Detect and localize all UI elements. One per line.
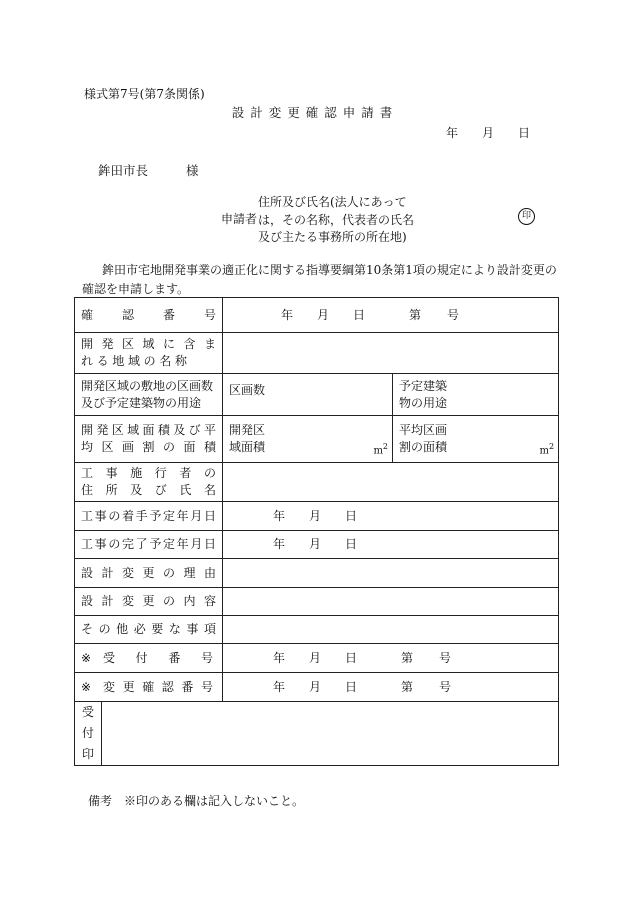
building-use-label: 物の用途: [399, 395, 448, 410]
date-month: 月: [482, 126, 495, 140]
field-start-date[interactable]: [223, 502, 559, 531]
remarks-note: 備考 ※印のある欄は記入しないこと。: [88, 794, 305, 808]
label-line: れる地域の名称: [81, 354, 187, 368]
application-statement: 鉾田市宅地開発事業の適正化に関する指導要綱第10条第1項の規定により設計変更の確認を申請します。: [82, 263, 557, 296]
average-lot-label: 平均区画: [399, 423, 448, 437]
unit-square-meter: $m^2$: [539, 441, 555, 456]
row-receipt-number: [75, 644, 559, 673]
label-text: 変更確認番号: [103, 679, 213, 694]
field-month: 月: [309, 537, 322, 551]
row-change-reason: [75, 559, 559, 588]
label-line: 及び予定建築物の用途: [81, 395, 202, 410]
field-year: 年: [273, 679, 286, 694]
label-start-date: 工事の着手予定年月日: [75, 502, 223, 531]
label-line: 開発区域に含ま: [81, 337, 217, 351]
row-confirmation-number: [75, 298, 559, 333]
field-lot-count[interactable]: [223, 374, 393, 416]
row-area-size: [75, 416, 559, 463]
field-change-confirmation-number[interactable]: [223, 673, 559, 702]
field-area-name[interactable]: [223, 333, 559, 374]
unit-square-meter: $m^2$: [373, 441, 389, 456]
field-year: 年: [273, 537, 286, 551]
applicant-info: [258, 194, 458, 247]
row-end-date: [75, 531, 559, 559]
document-title: 設計変更確認申請書: [231, 105, 399, 120]
label-char: 受: [81, 705, 94, 719]
field-building-use[interactable]: [393, 374, 559, 416]
applicant-info-line: は，その名称，代表者の氏名: [258, 212, 415, 227]
label-contractor: [75, 463, 223, 502]
field-receipt-stamp[interactable]: [102, 702, 559, 766]
field-year: 年: [273, 508, 286, 523]
row-receipt-stamp: [75, 702, 559, 766]
number-suffix: 号: [439, 679, 452, 694]
development-area-label: 域面積: [229, 440, 266, 454]
label-change-content: 設計変更の内容: [75, 588, 223, 616]
row-area-name: [75, 333, 559, 374]
label-lots: [75, 374, 223, 416]
field-year: 年: [281, 307, 294, 322]
row-contractor: [75, 463, 559, 502]
addressee-name: 鉾田市長: [98, 163, 149, 178]
field-month: 月: [309, 679, 322, 694]
building-use-label: 予定建築: [399, 378, 448, 393]
field-average-lot-area[interactable]: [393, 416, 559, 463]
seal-mark: 印: [518, 208, 535, 225]
label-change-reason: 設計変更の理由: [75, 559, 223, 588]
label-line: 開発区域の敷地の区画数: [81, 378, 214, 393]
label-text: 受付番号: [103, 650, 213, 665]
field-month: 月: [309, 508, 322, 523]
label-line: 住所及び氏名: [81, 483, 217, 497]
number-suffix: 号: [447, 307, 460, 322]
label-receipt-number: [75, 644, 223, 673]
label-area-name: [75, 333, 223, 374]
number-prefix: 第: [401, 650, 414, 665]
field-day: 日: [345, 679, 358, 694]
label-other-matters: その他必要な事項: [75, 616, 223, 644]
applicant-info-line: 住所及び氏名(法人にあって: [258, 195, 407, 209]
field-change-content[interactable]: [223, 588, 559, 616]
field-month: 月: [309, 650, 322, 665]
average-lot-label: 割の面積: [399, 440, 448, 454]
field-development-area[interactable]: [223, 416, 393, 463]
field-receipt-number[interactable]: [223, 644, 559, 673]
field-month: 月: [317, 307, 330, 322]
field-day: 日: [345, 537, 358, 551]
field-year: 年: [273, 650, 286, 665]
date-year: 年: [446, 126, 459, 140]
applicant-info-line: 及び主たる事務所の所在地): [258, 230, 407, 244]
label-end-date: 工事の完了予定年月日: [75, 531, 223, 559]
row-start-date: [75, 502, 559, 531]
field-day: 日: [353, 307, 366, 322]
field-change-reason[interactable]: [223, 559, 559, 588]
applicant-label: 申請者: [221, 212, 258, 226]
label-line: 開発区域面積及び平: [81, 423, 217, 437]
label-confirmation-number: 確認番号: [75, 298, 223, 333]
label-change-confirmation-number: [75, 673, 223, 702]
label-char: 印: [81, 747, 94, 761]
field-end-date[interactable]: [223, 531, 559, 559]
field-other-matters[interactable]: [223, 616, 559, 644]
label-receipt-stamp: [75, 702, 102, 766]
row-change-confirmation-number: [75, 673, 559, 702]
row-lots: [75, 374, 559, 416]
row-other-matters: [75, 616, 559, 644]
field-contractor[interactable]: [223, 463, 559, 502]
number-prefix: 第: [409, 307, 422, 322]
row-change-content: [75, 588, 559, 616]
field-day: 日: [345, 650, 358, 665]
development-area-label: 開発区: [229, 423, 266, 437]
application-date: [446, 124, 530, 141]
office-use-mark: ※: [81, 679, 92, 694]
addressee-honorific: 様: [186, 163, 199, 178]
number-prefix: 第: [401, 679, 414, 694]
label-area-size: [75, 416, 223, 463]
label-line: 工事施行者の: [81, 466, 217, 480]
label-char: 付: [81, 726, 94, 740]
field-confirmation-number[interactable]: [223, 298, 559, 333]
office-use-mark: ※: [81, 650, 92, 665]
addressee: [98, 161, 199, 179]
field-day: 日: [345, 508, 358, 523]
form-number: 様式第7号(第7条関係): [84, 87, 205, 101]
date-day: 日: [518, 126, 531, 140]
application-form-table: [74, 297, 559, 766]
label-line: 均区画割の面積: [81, 440, 217, 454]
number-suffix: 号: [439, 650, 452, 665]
lot-count-label: 区画数: [229, 383, 266, 397]
